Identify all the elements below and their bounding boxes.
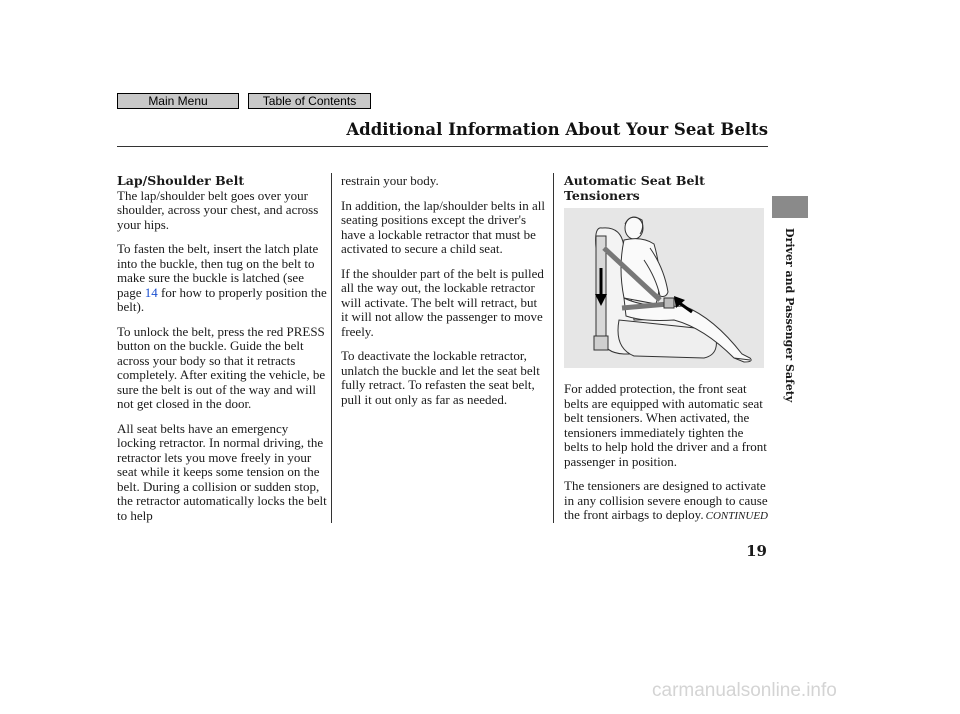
column-lockable-retractor	[341, 174, 546, 417]
seat-belt-tensioner-illustration	[564, 208, 764, 368]
paragraph-text: To fasten the belt, insert the latch plate into the buckle, then tug on the belt to make sure the buckle is latched (see page	[117, 241, 319, 300]
column-lap-shoulder-belt	[117, 174, 327, 533]
page-number: 19	[746, 542, 767, 560]
section-heading-lap-shoulder-belt: Lap/Shoulder Belt	[117, 173, 245, 188]
page-title: Additional Information About Your Seat Belts	[346, 120, 768, 139]
paragraph: restrain your body.	[341, 173, 439, 188]
paragraph: In addition, the lap/shoulder belts in all seating positions except the driver's have a lockable retractor that must be activated to secure a child seat.	[341, 197, 545, 256]
paragraph: All seat belts have an emergency locking retractor. In normal driving, the retractor lets you move freely in your seat while it keeps some tension on the belt. During a collision or sudden stop, the retractor automatically locks the belt to help	[117, 420, 327, 523]
section-tab-marker	[772, 196, 808, 218]
page-link-14[interactable]: 14	[144, 284, 158, 300]
paragraph: To deactivate the lockable retractor, unlatch the buckle and let the seat belt fully retract. To refasten the seat belt, pull it out only as far as needed.	[341, 348, 540, 407]
paragraph: To unlock the belt, press the red PRESS button on the buckle. Guide the belt across your body so that it retracts completely. After exiting the vehicle, be sure the belt is out of the way and will not get closed in the door.	[117, 323, 326, 411]
continued-label: CONTINUED	[705, 510, 768, 522]
column-divider	[553, 173, 554, 523]
paragraph-text: for how to properly position the belt).	[117, 284, 327, 314]
paragraph: If the shoulder part of the belt is pulled all the way out, the lockable retractor will activate. The belt will retract, but it will not allow the passenger to move freely.	[341, 265, 544, 339]
main-menu-button[interactable]: Main Menu	[117, 93, 239, 109]
section-tab-text: Driver and Passenger Safety	[783, 228, 796, 403]
title-divider	[117, 146, 768, 147]
paragraph: For added protection, the front seat belts are equipped with automatic seat belt tensioners. When activated, the tensioners immediately tighten the belts to help hold the driver and a front passenger in position.	[564, 381, 767, 469]
paragraph: The tensioners are designed to activate in any collision severe enough to cause the front airbags to deploy.	[564, 478, 768, 522]
column-divider	[331, 173, 332, 523]
watermark: carmanualsonline.info	[652, 680, 837, 701]
paragraph	[117, 242, 327, 315]
section-heading-tensioners: Automatic Seat Belt Tensioners	[564, 173, 705, 203]
paragraph: The lap/shoulder belt goes over your shoulder, across your chest, and across your hips.	[117, 187, 319, 232]
column-seat-belt-tensioners	[564, 174, 770, 533]
table-of-contents-button[interactable]: Table of Contents	[248, 93, 371, 109]
